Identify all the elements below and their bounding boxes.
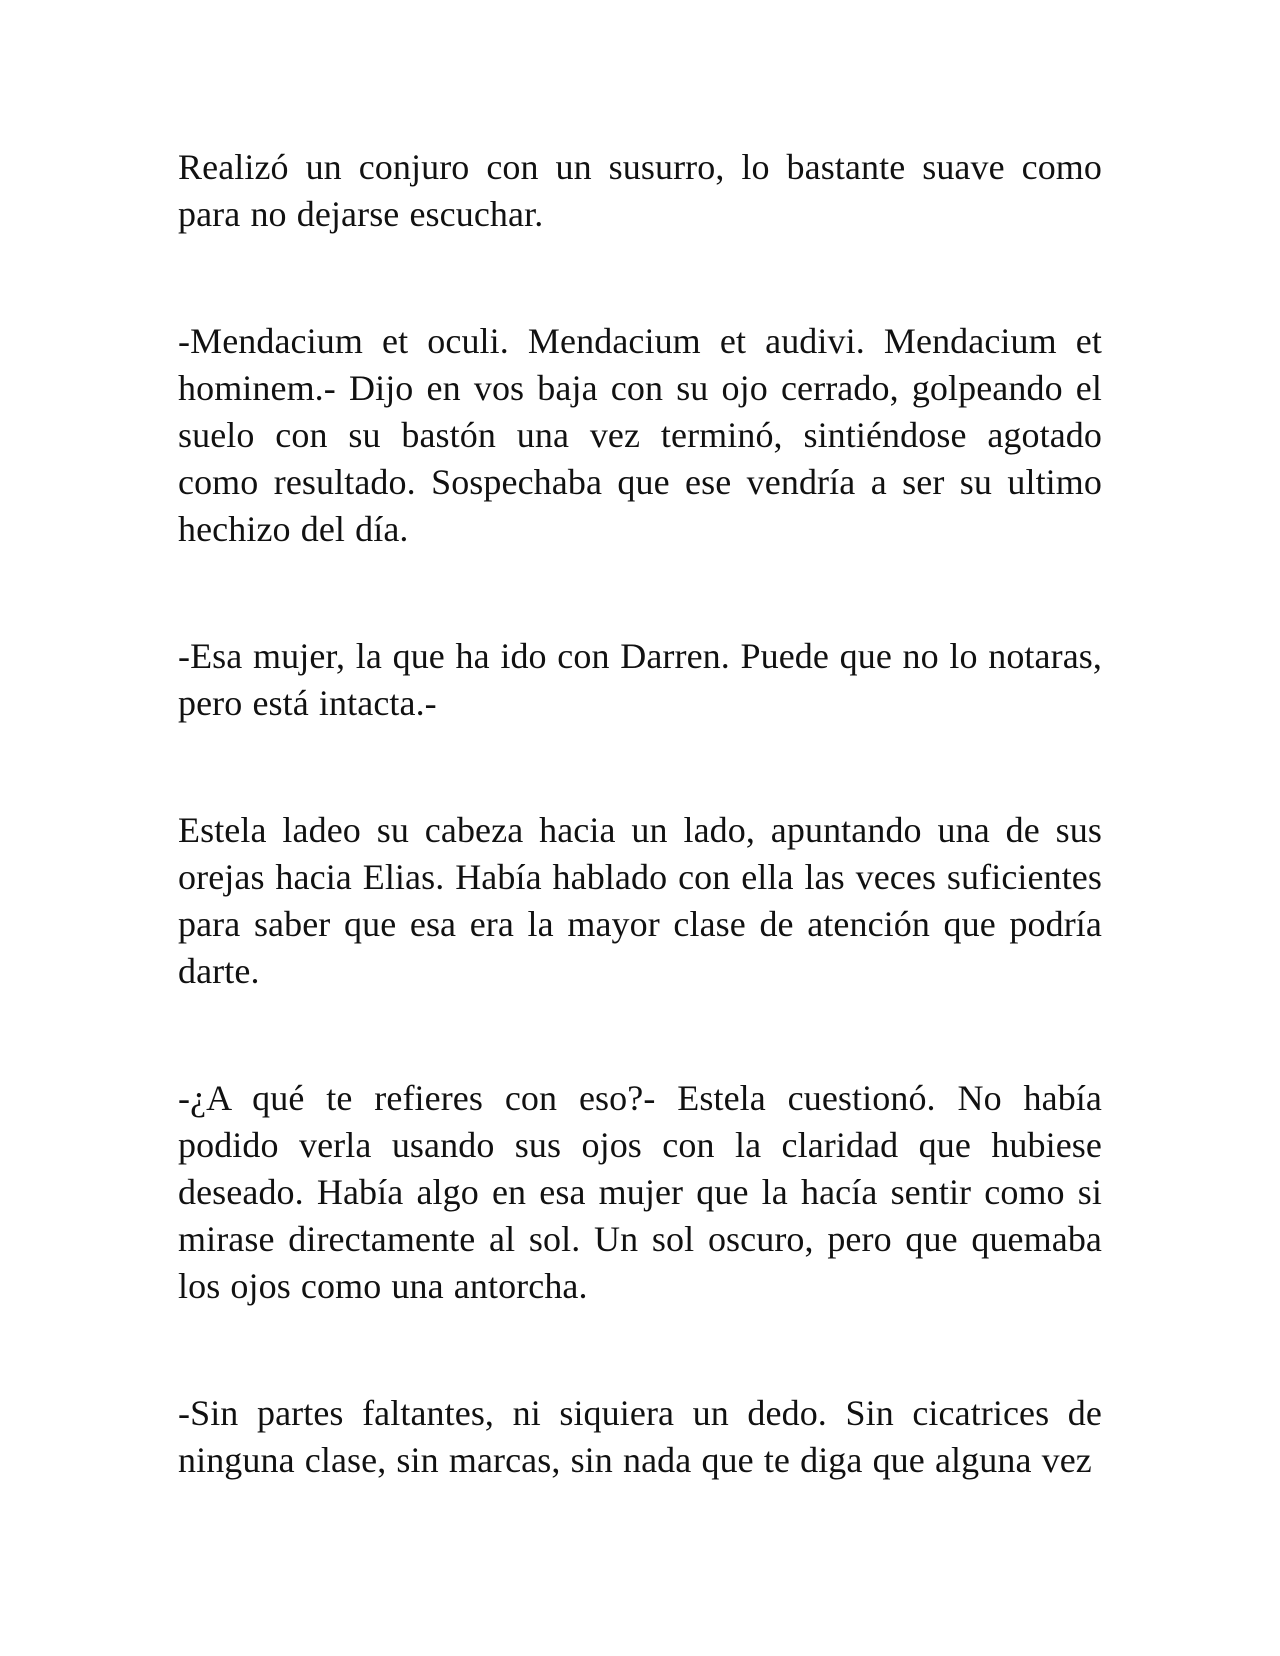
paragraph-6: -Sin partes faltantes, ni siquiera un dedo. Sin cicatrices de ninguna clase, sin marcas, sin nada que te diga que alguna vez (178, 1393, 1102, 1480)
paragraph-2: -Mendacium et oculi. Mendacium et audivi. Mendacium et hominem.- Dijo en vos baja con su ojo cerrado, golpeando el suelo con su bastón una vez terminó, sintiéndose agotado como resultado. Sospechaba que ese vendría a ser su ultimo hechizo del día. (178, 321, 1102, 549)
text-column (178, 144, 1102, 1484)
paragraph-4: Estela ladeo su cabeza hacia un lado, apuntando una de sus orejas hacia Elias. Había hablado con ella las veces suficientes para saber que esa era la mayor clase de atención que podría darte. (178, 810, 1102, 991)
paragraph-3: -Esa mujer, la que ha ido con Darren. Puede que no lo notaras, pero está intacta.- (178, 636, 1102, 723)
paragraph-5: -¿A qué te refieres con eso?- Estela cuestionó. No había podido verla usando sus ojos con la claridad que hubiese deseado. Había algo en esa mujer que la hacía sentir como si mirase directamente al sol. Un sol oscuro, pero que quemaba los ojos como una antorcha. (178, 1078, 1102, 1306)
paragraph-1: Realizó un conjuro con un susurro, lo bastante suave como para no dejarse escuchar. (178, 147, 1102, 234)
